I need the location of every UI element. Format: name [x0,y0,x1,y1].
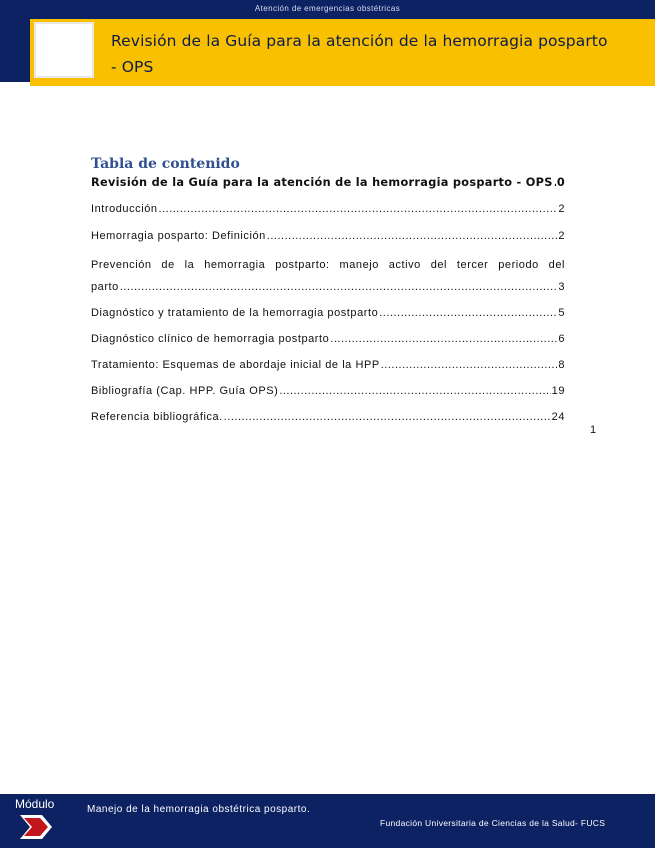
toc-dot-leader [120,276,558,298]
toc-entry-page: 19 [551,385,565,397]
footer-institution: Fundación Universitaria de Ciencias de la Salud- FUCS [380,818,606,828]
toc-entry-label: Bibliografía (Cap. HPP. Guía OPS) [91,385,279,397]
toc-entry-label: Referencia bibliográfica. [91,411,223,423]
toc-entry-label: Introducción [91,203,158,215]
toc-entry-page: 0 [556,176,565,189]
document-title [111,28,651,80]
toc-entry-label: Revisión de la Guía para la atención de la hemorragia posparto - OPS [91,176,553,189]
toc-entry-label: Diagnóstico clínico de hemorragia postparto [91,333,330,345]
toc-entry-prevencion[interactable] [91,254,565,298]
toc-entry-diagnostico-tratamiento[interactable] [91,307,565,323]
toc-dot-leader [159,203,558,215]
toc-dot-leader [330,333,557,345]
toc-entry-diagnostico-clinico[interactable] [91,333,565,349]
toc-entry-tratamiento[interactable] [91,359,565,375]
document-title-line1: Revisión de la Guía para la atención de la hemorragia posparto [111,32,608,50]
table-of-contents [91,155,565,427]
toc-heading: Tabla de contenido [91,156,240,172]
toc-dot-leader [379,307,557,319]
toc-dot-leader [381,359,558,371]
footer-module-title: Manejo de la hemorragia obstétrica posparto. [87,804,311,815]
toc-entry-label-line1: Prevención de la hemorragia postparto: manejo activo del tercer periodo del [91,259,565,271]
header-caption: Atención de emergencias obstétricas [254,4,401,13]
page-number: 1 [590,424,597,436]
toc-entry-referencia[interactable] [91,411,565,427]
toc-entry-introduccion[interactable] [91,203,565,219]
toc-entry-label-line2: parto [91,281,119,293]
document-title-line2: - OPS [111,58,154,76]
toc-entry-revision[interactable] [91,176,565,192]
toc-dot-leader [224,411,551,423]
toc-entry-page: 2 [558,203,565,215]
toc-entry-label: Hemorragia posparto: Definición [91,230,266,242]
toc-entry-page: 24 [551,411,565,423]
toc-entry-label: Diagnóstico y tratamiento de la hemorragia postparto [91,307,379,319]
footer-module-label: Módulo [15,797,55,811]
toc-dot-leader [554,176,556,189]
toc-entry-definicion[interactable] [91,230,565,246]
title-logo-box [34,22,94,78]
toc-entry-bibliografia[interactable] [91,385,565,401]
toc-entry-page: 5 [558,307,565,319]
toc-dot-leader [279,385,550,397]
toc-dot-leader [267,230,558,242]
toc-entry-label: Tratamiento: Esquemas de abordaje inicial de la HPP [91,359,380,371]
toc-entry-page: 6 [558,333,565,345]
toc-entry-page: 2 [558,230,565,242]
chevron-right-icon [18,813,54,841]
toc-entry-page: 3 [558,281,565,293]
toc-entry-page: 8 [558,359,565,371]
